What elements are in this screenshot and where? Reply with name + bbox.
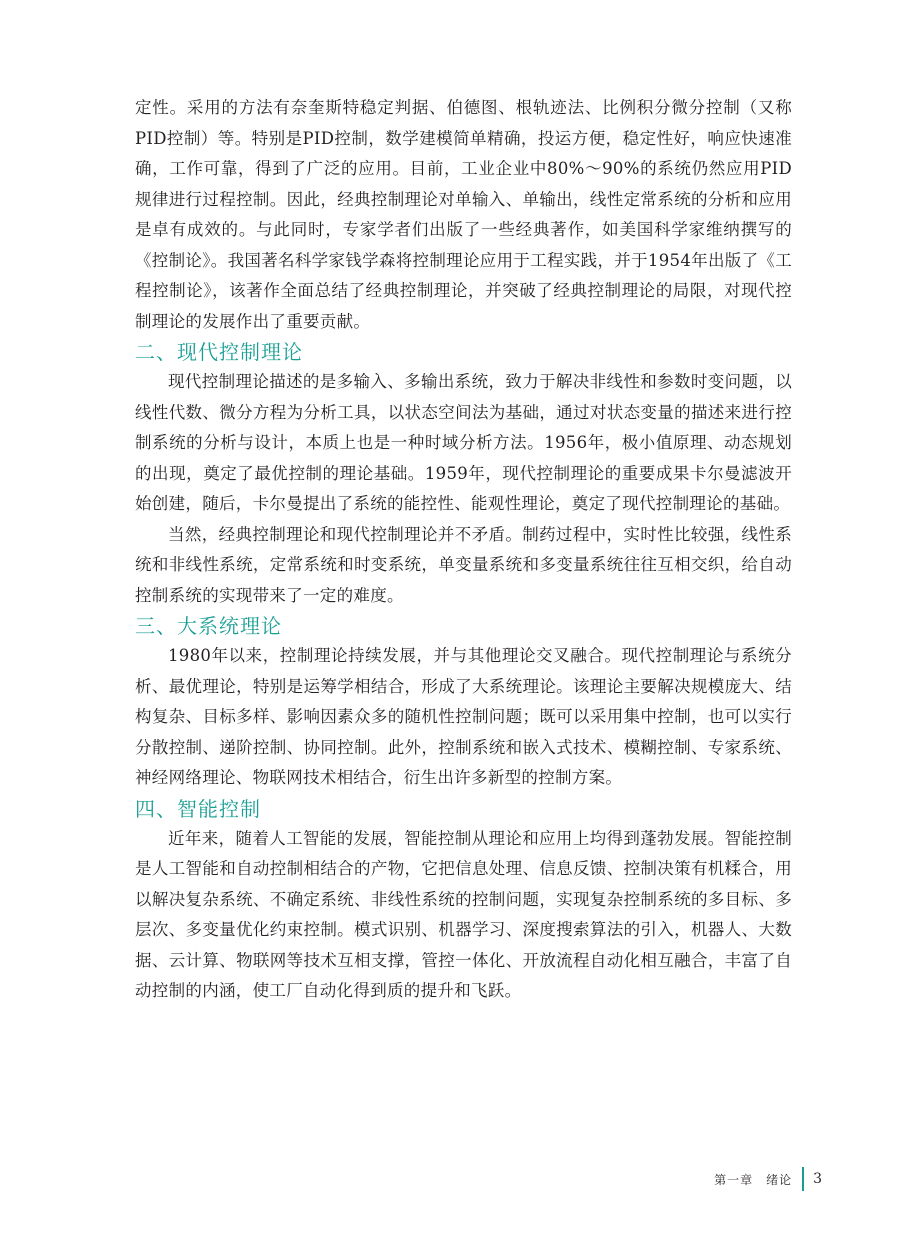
footer-divider <box>802 1167 804 1191</box>
section-heading-intelligent-control: 四、智能控制 <box>135 796 261 821</box>
section-heading-large-system: 三、大系统理论 <box>135 614 282 638</box>
page-body <box>135 93 792 1007</box>
modern-control-paragraph-1: 现代控制理论描述的是多输入、多输出系统，致力于解决非线性和参数时变问题，以线性代数、微分方程为分析工具，以状态空间法为基础，通过对状态变量的描述来进行控制系统的分析与设计，本质上也是一种时域分析方法。1956年，极小值原理、动态规划的出现，奠定了最优控制的理论基础。1959年，现代控制理论的重要成果卡尔曼滤波开始创建，随后，卡尔曼提出了系统的能控性、能观性理论，奠定了现代控制理论的基础。 <box>135 372 792 513</box>
intelligent-control-paragraph-1: 近年来，随着人工智能的发展，智能控制从理论和应用上均得到蓬勃发展。智能控制是人工智能和自动控制相结合的产物，它把信息处理、信息反馈、控制决策有机糅合，用以解决复杂系统、不确定系统、非线性系统的控制问题，实现复杂控制系统的多目标、多层次、多变量优化约束控制。模式识别、机器学习、深度搜索算法的引入，机器人、大数据、云计算、物联网等技术互相支撑，管控一体化、开放流程自动化相互融合，丰富了自动控制的内涵，使工厂自动化得到质的提升和飞跃。 <box>135 828 792 1000</box>
page-footer <box>714 1168 822 1190</box>
running-footer-chapter: 第一章 绪论 <box>714 1172 793 1187</box>
modern-control-paragraph-2: 当然，经典控制理论和现代控制理论并不矛盾。制药过程中，实时性比较强，线性系统和非线性系统，定常系统和时变系统，单变量系统和多变量系统往往互相交织，给自动控制系统的实现带来了一定的难度。 <box>135 524 792 605</box>
intro-paragraph: 定性。采用的方法有奈奎斯特稳定判据、伯德图、根轨迹法、比例积分微分控制（又称PID控制）等。特别是PID控制，数学建模简单精确，投运方便，稳定性好，响应快速准确，工作可靠，得到了广泛的应用。目前，工业企业中80%～90%的系统仍然应用PID规律进行过程控制。因此，经典控制理论对单输入、单输出，线性定常系统的分析和应用是卓有成效的。与此同时，专家学者们出版了一些经典著作，如美国科学家维纳撰写的《控制论》。我国著名科学家钱学森将控制理论应用于工程实践，并于1954年出版了《工程控制论》，该著作全面总结了经典控制理论，并突破了经典控制理论的局限，对现代控制理论的发展作出了重要贡献。 <box>135 98 792 331</box>
large-system-paragraph-1: 1980年以来，控制理论持续发展，并与其他理论交叉融合。现代控制理论与系统分析、最优理论，特别是运筹学相结合，形成了大系统理论。该理论主要解决规模庞大、结构复杂、目标多样、影响因素众多的随机性控制问题；既可以采用集中控制，也可以实行分散控制、递阶控制、协同控制。此外，控制系统和嵌入式技术、模糊控制、专家系统、神经网络理论、物联网技术相结合，衍生出许多新型的控制方案。 <box>135 646 792 787</box>
section-heading-modern-control: 二、现代控制理论 <box>135 340 303 364</box>
page-number: 3 <box>813 1171 822 1187</box>
